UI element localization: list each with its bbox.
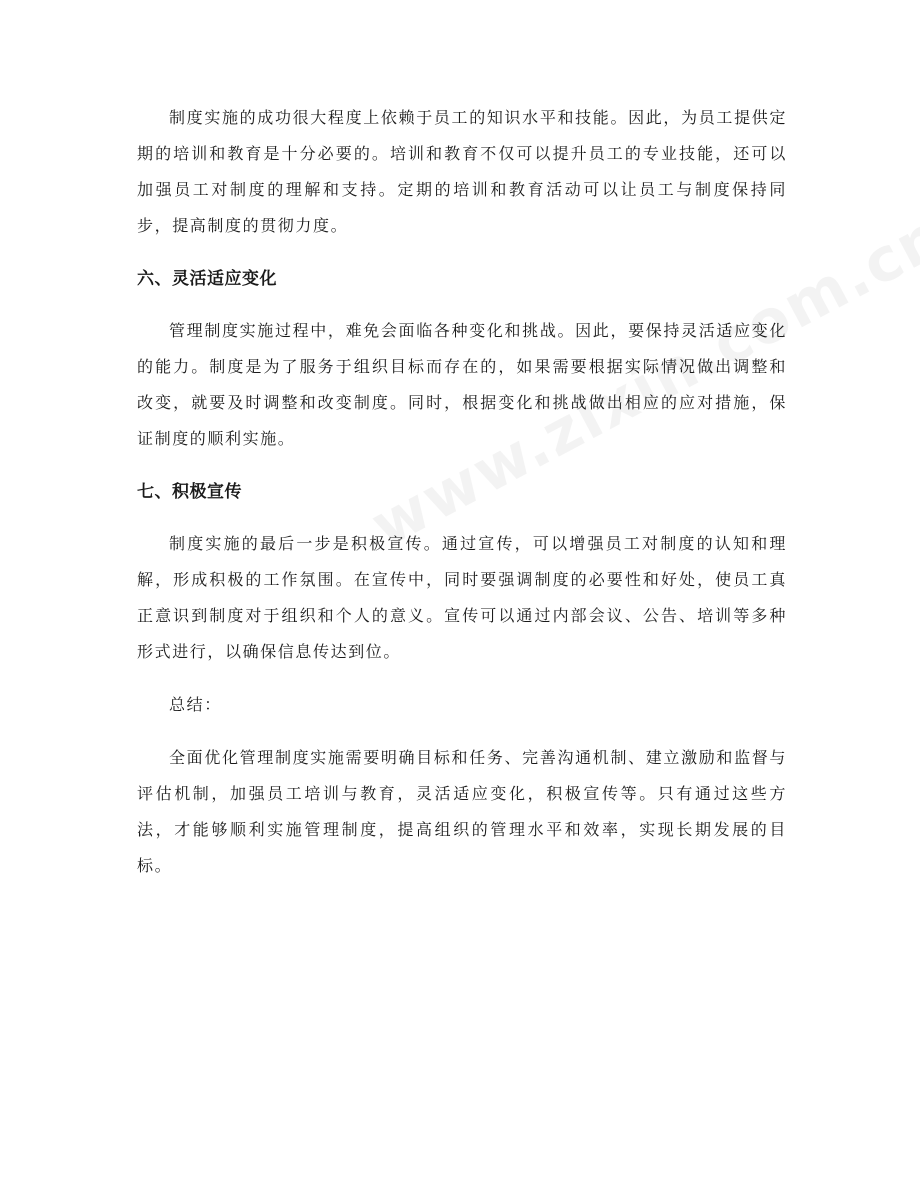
paragraph-training: 制度实施的成功很大程度上依赖于员工的知识水平和技能。因此，为员工提供定期的培训和教育是十分必要的。培训和教育不仅可以提升员工的专业技能，还可以加强员工对制度的理解和支持。定期的培训和教育活动可以让员工与制度保持同步，提高制度的贯彻力度。 — [137, 108, 787, 235]
summary-label: 总结： — [169, 695, 222, 714]
paragraph-promotion: 制度实施的最后一步是积极宣传。通过宣传，可以增强员工对制度的认知和理解，形成积极的工作氛围。在宣传中，同时要强调制度的必要性和好处，使员工真正意识到制度对于组织和个人的意义。宣传可以通过内部会议、公告、培训等多种形式进行，以确保信息传达到位。 — [137, 534, 787, 661]
paragraph-summary: 全面优化管理制度实施需要明确目标和任务、完善沟通机制、建立激励和监督与评估机制，加强员工培训与教育，灵活适应变化，积极宣传等。只有通过这些方法，才能够顺利实施管理制度，提高组织的管理水平和效率，实现长期发展的目标。 — [137, 748, 787, 875]
section-heading-six: 六、灵活适应变化 — [137, 269, 277, 289]
section-heading-seven: 七、积极宣传 — [137, 482, 242, 502]
paragraph-adapt-change: 管理制度实施过程中，难免会面临各种变化和挑战。因此，要保持灵活适应变化的能力。制度是为了服务于组织目标而存在的，如果需要根据实际情况做出调整和改变，就要及时调整和改变制度。同时，根据变化和挑战做出相应的应对措施，保证制度的顺利实施。 — [137, 321, 787, 448]
document-body — [137, 100, 787, 901]
